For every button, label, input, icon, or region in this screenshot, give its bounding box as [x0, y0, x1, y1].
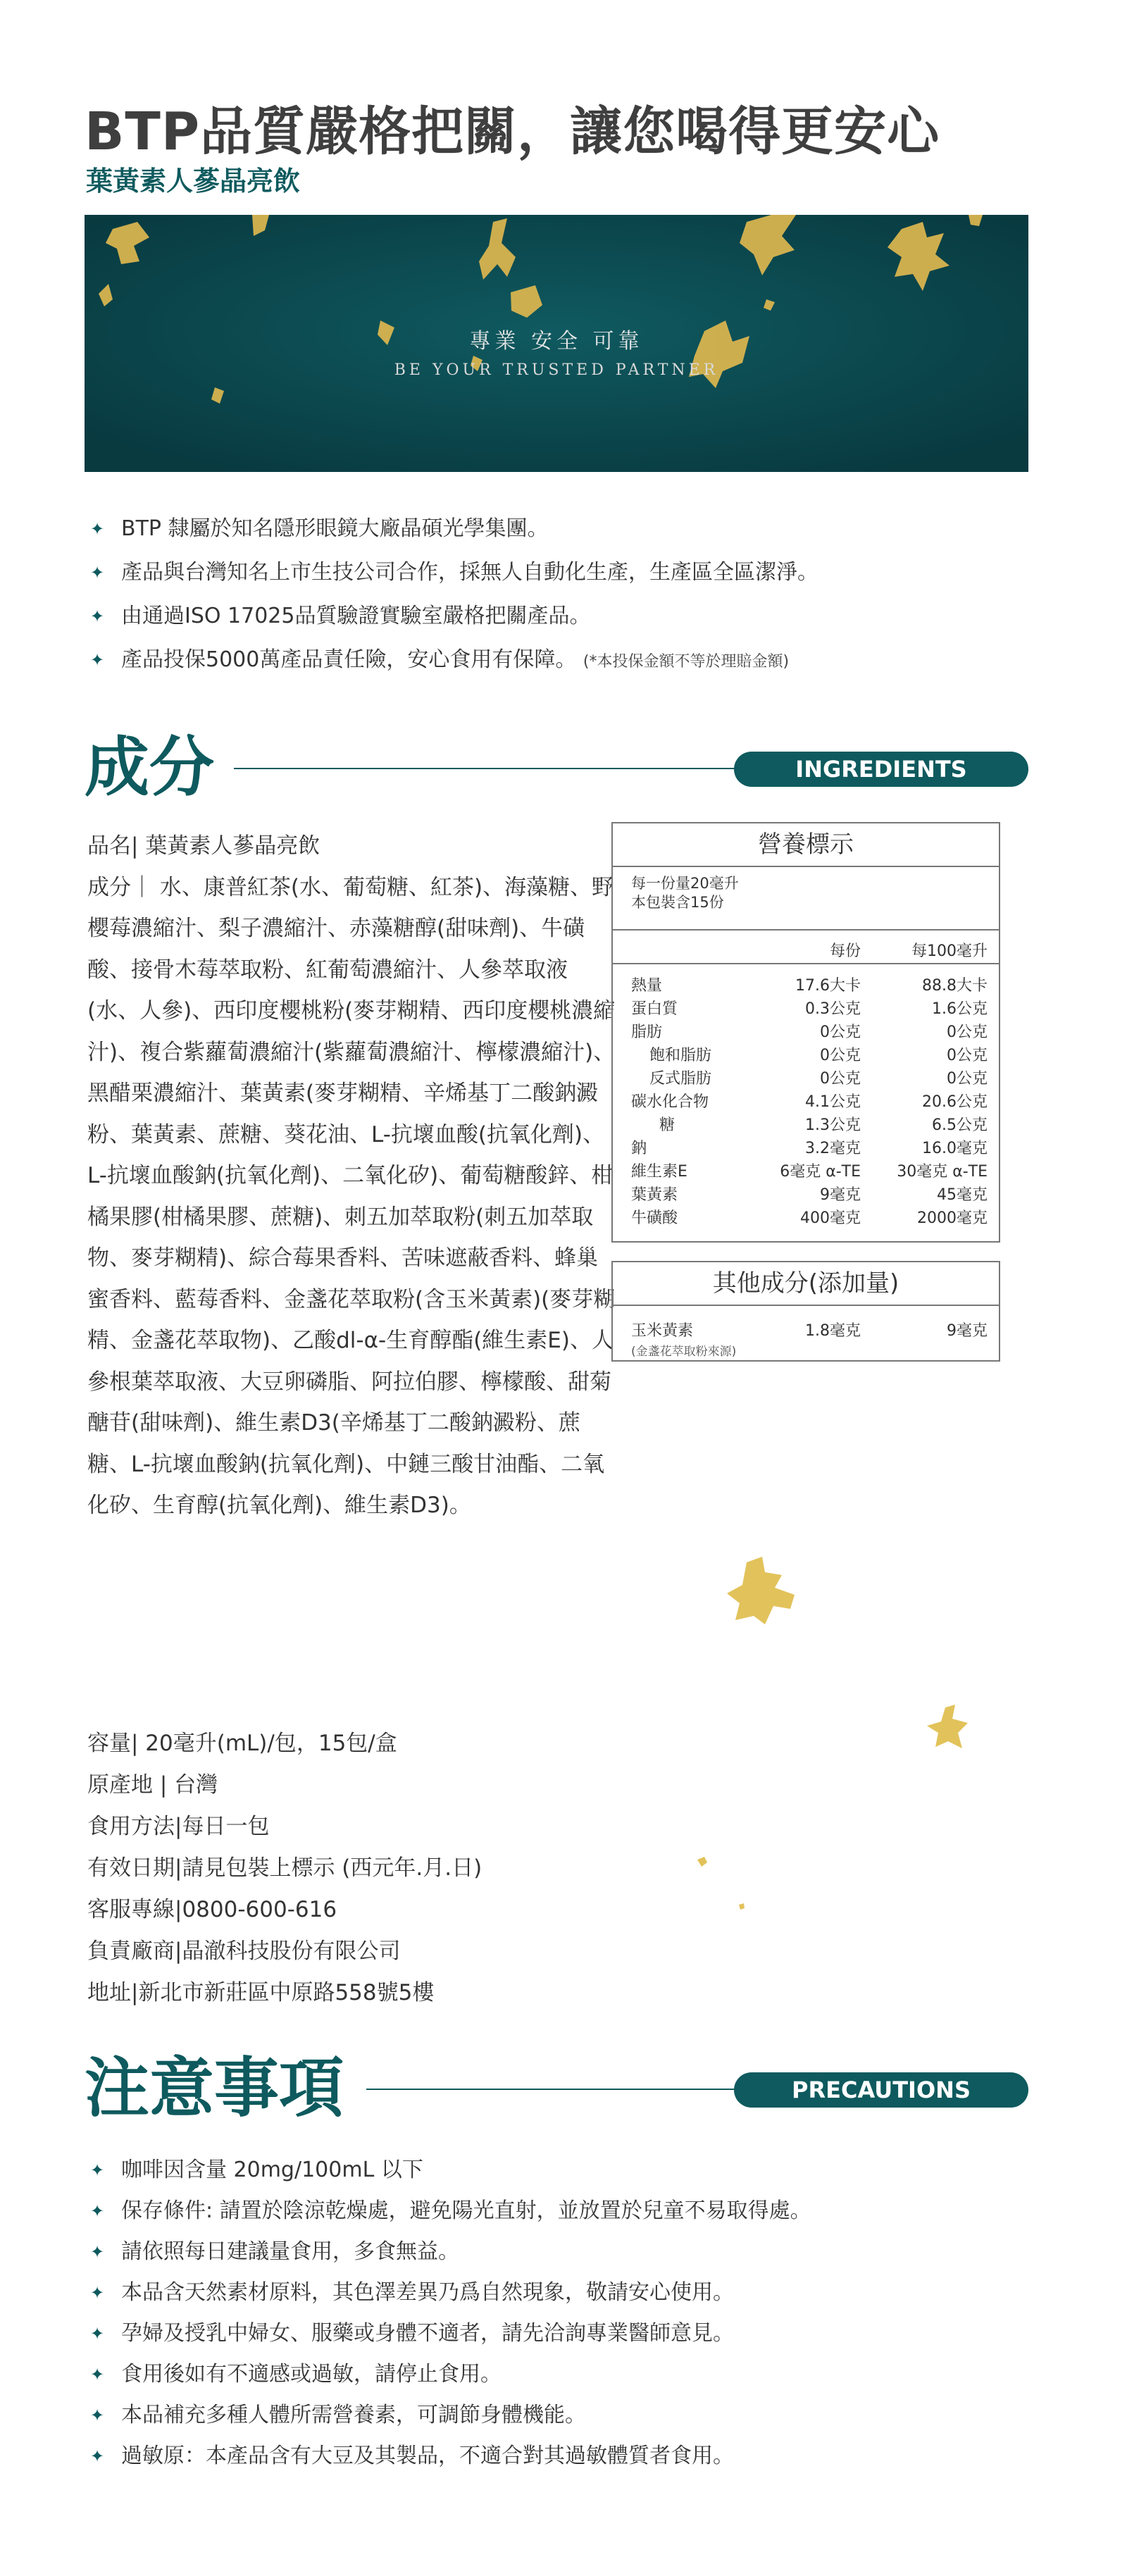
- star-bullet-icon: ✦: [90, 2446, 105, 2466]
- other-ingredient-name: 玉米黃素: [631, 1322, 694, 1340]
- nutrient-per-serving: 17.6大卡: [795, 977, 861, 995]
- table-row: [613, 1183, 999, 1207]
- star-bullet-icon: ✦: [90, 563, 105, 583]
- serving-info: [613, 867, 999, 931]
- nutrient-name: 脂肪: [631, 1023, 663, 1041]
- nutrient-name: 牛磺酸: [631, 1209, 678, 1227]
- insurance-note: (*本投保金額不等於理賠金額): [583, 653, 790, 671]
- nutrient-per-100ml: 1.6公克: [932, 1000, 988, 1018]
- ingredients-text: 成分｜ 水、康普紅茶(水、葡萄糖、紅茶)、海藻糖、野櫻莓濃縮汁、梨子濃縮汁、赤藻糖醇(甜味劑)、牛磺酸、接骨木莓萃取粉、紅葡萄濃縮汁、人參萃取液(水、人參)、西印度櫻桃粉(麥芽糊精、西印度櫻桃濃縮汁)、複合紫蘿蔔濃縮汁(紫蘿蔔濃縮汁、檸檬濃縮汁)、黑醋栗濃縮汁、葉黃素(麥芽糊精、辛烯基丁二酸鈉澱粉、葉黃素、蔗糖、葵花油、L-抗壞血酸(抗氧化劑)、L-抗壞血酸鈉(抗氧化劑)、二氧化矽)、葡萄糖酸鋅、柑橘果膠(柑橘果膠、蔗糖)、刺五加萃取粉(刺五加萃取物、麥芽糊精)、綜合莓果香料、苦味遮蔽香料、蜂巢蜜香料、藍莓香料、金盞花萃取粉(含玉米黃素)(麥芽糊精、金盞花萃取物)、乙酸dl-α-生育醇酯(維生素E)、人參根葉萃取液、大豆卵磷脂、阿拉伯膠、檸檬酸、甜菊醣苷(甜味劑)、維生素D3(辛烯基丁二酸鈉澱粉、蔗糖、L-抗壞血酸鈉(抗氧化劑)、中鏈三酸甘油酯、二氧化矽、生育醇(抗氧化劑)、維生素D3)。: [87, 874, 616, 1518]
- nutrient-per-serving: 0.3公克: [805, 1000, 861, 1018]
- gold-flake-icon: [696, 1857, 709, 1868]
- nutrient-per-serving: 9毫克: [820, 1186, 861, 1204]
- nutrient-per-100ml: 88.8大卡: [922, 977, 988, 995]
- table-row: [613, 1160, 999, 1183]
- nutrient-per-100ml: 0公克: [947, 1047, 988, 1064]
- nutrient-per-100ml: 0公克: [947, 1023, 988, 1041]
- nutrient-per-serving: 6毫克 α-TE: [780, 1163, 861, 1181]
- star-bullet-icon: ✦: [90, 2365, 105, 2384]
- gold-flake-icon: [726, 1557, 810, 1641]
- product-name: 品名| 葉黃素人蔘晶亮飲: [87, 833, 320, 859]
- list-item: ✦ 過敏原：本產品含有大豆及其製品，不適合對其過敏體質者食用。: [90, 2441, 811, 2482]
- ingredients-section-header: [85, 726, 1028, 817]
- list-item: ✦ 產品投保5000萬產品責任險，安心食用有保障。 (*本投保金額不等於理賠金額): [90, 645, 818, 689]
- star-bullet-icon: ✦: [90, 2242, 105, 2262]
- column-per-100ml: 每100毫升: [911, 942, 988, 960]
- nutrient-per-serving: 0公克: [820, 1070, 861, 1088]
- product-subtitle: 葉黃素人蔘晶亮飲: [86, 166, 301, 197]
- list-item: ✦ 食用後如有不適感或過敏，請停止食用。: [90, 2360, 811, 2401]
- table-row: [613, 997, 999, 1021]
- nutrient-per-serving: 3.2毫克: [805, 1140, 861, 1157]
- star-bullet-icon: ✦: [90, 606, 105, 626]
- nutrient-per-serving: 0公克: [820, 1047, 861, 1064]
- nutrient-per-serving: 0公克: [820, 1023, 861, 1041]
- star-bullet-icon: ✦: [90, 2160, 105, 2180]
- table-row: [613, 974, 999, 997]
- list-item: ✦ 孕婦及授乳中婦女、服藥或身體不適者，請先洽詢專業醫師意見。: [90, 2319, 811, 2360]
- nutrient-per-100ml: 45毫克: [937, 1186, 988, 1204]
- table-row: [613, 1044, 999, 1067]
- other-ingredients-table: [611, 1261, 1000, 1362]
- table-row: [613, 1306, 999, 1341]
- gold-flake-icon: [738, 1903, 745, 1910]
- nutrient-name: 糖: [659, 1116, 675, 1134]
- nutrition-facts-table: [611, 822, 1000, 1243]
- meta-hotline: 客服專線|0800-600-616: [87, 1897, 337, 1922]
- gold-flake-icon: [924, 1705, 973, 1754]
- star-bullet-icon: ✦: [90, 2324, 105, 2344]
- nutrient-name: 反式脂肪: [649, 1070, 712, 1088]
- nutrient-name: 蛋白質: [631, 1000, 678, 1018]
- nutrient-per-100ml: 20.6公克: [922, 1093, 988, 1111]
- nutrition-column-headers: [613, 931, 999, 964]
- nutrient-name: 碳水化合物: [631, 1093, 709, 1111]
- product-meta-list: [87, 1729, 482, 2020]
- list-item: ✦ 本品補充多種人體所需營養素，可調節身體機能。: [90, 2401, 811, 2441]
- list-item: ✦ 請依照每日建議量食用，多食無益。: [90, 2237, 811, 2278]
- banner-slogan-en: BE YOUR TRUSTED PARTNER: [394, 361, 719, 379]
- nutrient-name: 葉黃素: [631, 1186, 678, 1204]
- nutrition-rows: [613, 964, 999, 1230]
- nutrient-name: 維生素E: [631, 1163, 687, 1181]
- nutrient-per-100ml: 2000毫克: [917, 1209, 988, 1227]
- section-divider: [234, 768, 818, 769]
- table-row: [613, 1090, 999, 1114]
- other-ingredient-source: (金盞花萃取粉來源): [631, 1345, 737, 1359]
- table-row: [613, 1114, 999, 1137]
- section-title: 注意事項: [85, 2051, 344, 2126]
- precautions-section-header: [85, 2046, 1028, 2138]
- other-ingredients-title: 其他成分(添加量): [613, 1262, 999, 1306]
- meta-usage: 食用方法|每日一包: [87, 1814, 270, 1839]
- table-row: [613, 1137, 999, 1160]
- nutrient-per-serving: 400毫克: [800, 1209, 861, 1227]
- star-bullet-icon: ✦: [90, 2201, 105, 2221]
- meta-capacity: 容量| 20毫升(mL)/包，15包/盒: [87, 1731, 397, 1756]
- nutrition-title: 營養標示: [613, 823, 999, 867]
- star-bullet-icon: ✦: [90, 2406, 105, 2425]
- nutrient-name: 熱量: [631, 977, 663, 995]
- table-row: [613, 1021, 999, 1044]
- nutrient-per-100ml: 6.5公克: [932, 1116, 988, 1134]
- list-item: ✦ 產品與台灣知名上市生技公司合作，採無人自動化生產，生產區全區潔淨。: [90, 558, 818, 602]
- serving-size: 每一份量20毫升: [631, 875, 739, 892]
- nutrient-name: 飽和脂肪: [649, 1047, 712, 1064]
- precautions-list: [90, 2155, 811, 2482]
- table-row: [613, 1207, 999, 1230]
- nutrient-per-serving: 4.1公克: [805, 1093, 861, 1111]
- section-title: 成分: [85, 730, 215, 805]
- quality-points-list: [90, 514, 818, 689]
- star-bullet-icon: ✦: [90, 2283, 105, 2303]
- star-bullet-icon: ✦: [90, 650, 105, 670]
- list-item: ✦ 咖啡因含量 20mg/100mL 以下: [90, 2155, 811, 2196]
- page-title: BTP品質嚴格把關，讓您喝得更安心: [85, 101, 940, 162]
- table-row: [613, 1067, 999, 1090]
- other-ingredient-per-100ml: 9毫克: [947, 1322, 988, 1340]
- servings-per-pack: 本包裝含15份: [631, 894, 724, 911]
- list-item: ✦ 由通過ISO 17025品質驗證實驗室嚴格把關產品。: [90, 602, 818, 645]
- nutrient-name: 鈉: [631, 1140, 647, 1157]
- star-bullet-icon: ✦: [90, 519, 105, 539]
- meta-expiry: 有效日期|請見包裝上標示 (西元年.月.日): [87, 1855, 482, 1881]
- nutrient-per-100ml: 30毫克 α-TE: [897, 1163, 988, 1181]
- meta-origin: 原產地 | 台灣: [87, 1772, 218, 1798]
- section-pill: PRECAUTIONS: [734, 2072, 1028, 2108]
- other-ingredient-per-serving: 1.8毫克: [805, 1322, 861, 1340]
- nutrient-per-100ml: 16.0毫克: [922, 1140, 988, 1157]
- nutrient-per-serving: 1.3公克: [805, 1116, 861, 1134]
- list-item: ✦ 本品含天然素材原料，其色澤差異乃爲自然現象，敬請安心使用。: [90, 2278, 811, 2319]
- hero-banner: [85, 215, 1028, 472]
- column-per-serving: 每份: [829, 942, 861, 960]
- meta-address: 地址|新北市新莊區中原路558號5樓: [87, 1980, 435, 2005]
- ingredients-block: [87, 826, 616, 1526]
- meta-manufacturer: 負責廠商|晶澈科技股份有限公司: [87, 1939, 401, 1964]
- nutrient-per-100ml: 0公克: [947, 1070, 988, 1088]
- list-item: ✦ 保存條件: 請置於陰涼乾燥處，避免陽光直射，並放置於兒童不易取得處。: [90, 2196, 811, 2237]
- section-pill: INGREDIENTS: [734, 752, 1028, 787]
- list-item: ✦ BTP 隸屬於知名隱形眼鏡大廠晶碩光學集團。: [90, 514, 818, 558]
- banner-slogan-zh: 專業 安全 可靠: [469, 329, 644, 354]
